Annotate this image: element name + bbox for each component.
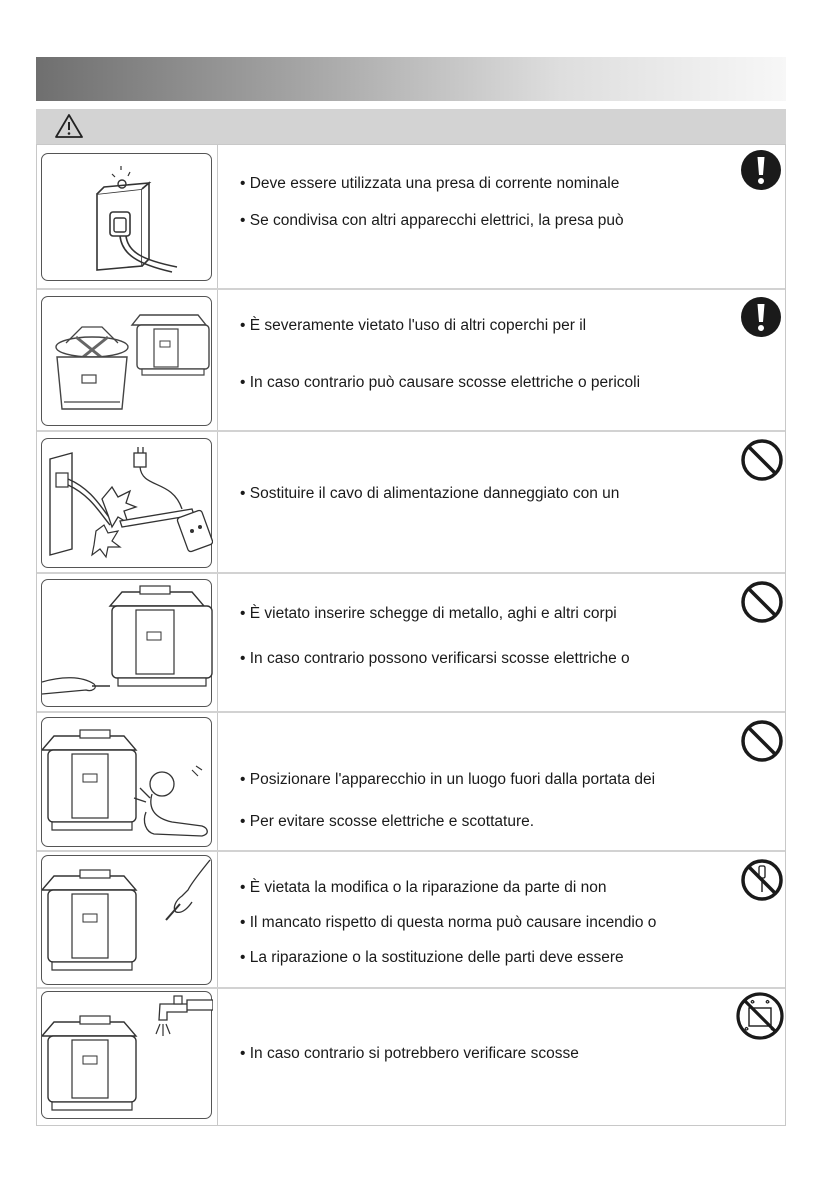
safety-row-1 — [37, 145, 785, 290]
damaged-cable-illustration — [41, 438, 212, 568]
safety-row-7 — [37, 989, 785, 1127]
row-6-line-1: • È vietata la modifica o la riparazione da parte di non — [240, 879, 607, 896]
row-6-line-2: • Il mancato rispetto di questa norma può causare incendio o — [240, 914, 657, 931]
row-1-line-1: • Deve essere utilizzata una presa di corrente nominale — [240, 175, 620, 192]
row-1-line-2: • Se condivisa con altri apparecchi elettrici, la presa può — [240, 212, 624, 229]
no-disassembly-icon — [740, 858, 784, 902]
warning-triangle-icon — [54, 113, 84, 139]
warning-header-bar — [36, 109, 786, 144]
section-title-bar — [36, 57, 786, 101]
safety-row-5 — [37, 713, 785, 852]
wall-socket-plug-illustration — [41, 153, 212, 281]
water-tap-illustration — [41, 991, 212, 1119]
prohibited-icon — [740, 580, 784, 624]
mandatory-exclamation-icon — [740, 149, 782, 191]
repair-screwdriver-illustration — [41, 855, 212, 985]
no-water-icon — [735, 991, 785, 1041]
metal-objects-illustration — [41, 579, 212, 707]
prohibited-icon — [740, 438, 784, 482]
safety-row-6 — [37, 852, 785, 989]
safety-table — [36, 144, 786, 1126]
row-4-line-1: • È vietato inserire schegge di metallo, aghi e altri corpi — [240, 605, 617, 622]
row-2-line-1: • È severamente vietato l'uso di altri coperchi per il — [240, 317, 587, 334]
safety-row-3 — [37, 432, 785, 574]
mandatory-exclamation-icon — [740, 296, 782, 338]
row-7-line-1: • In caso contrario si potrebbero verificare scosse — [240, 1045, 579, 1062]
row-3-line-1: • Sostituire il cavo di alimentazione danneggiato con un — [240, 485, 620, 502]
safety-row-2 — [37, 290, 785, 432]
child-near-appliance-illustration — [41, 717, 212, 847]
row-5-line-2: • Per evitare scosse elettriche e scottature. — [240, 813, 535, 830]
row-4-line-2: • In caso contrario possono verificarsi scosse elettriche o — [240, 650, 630, 667]
prohibited-icon — [740, 719, 784, 763]
row-5-line-1: • Posizionare l'apparecchio in un luogo fuori dalla portata dei — [240, 771, 656, 788]
wrong-lid-illustration — [41, 296, 212, 426]
safety-row-4 — [37, 574, 785, 713]
row-6-line-3: • La riparazione o la sostituzione delle parti deve essere — [240, 949, 624, 966]
row-2-line-2: • In caso contrario può causare scosse elettriche o pericoli — [240, 374, 641, 391]
